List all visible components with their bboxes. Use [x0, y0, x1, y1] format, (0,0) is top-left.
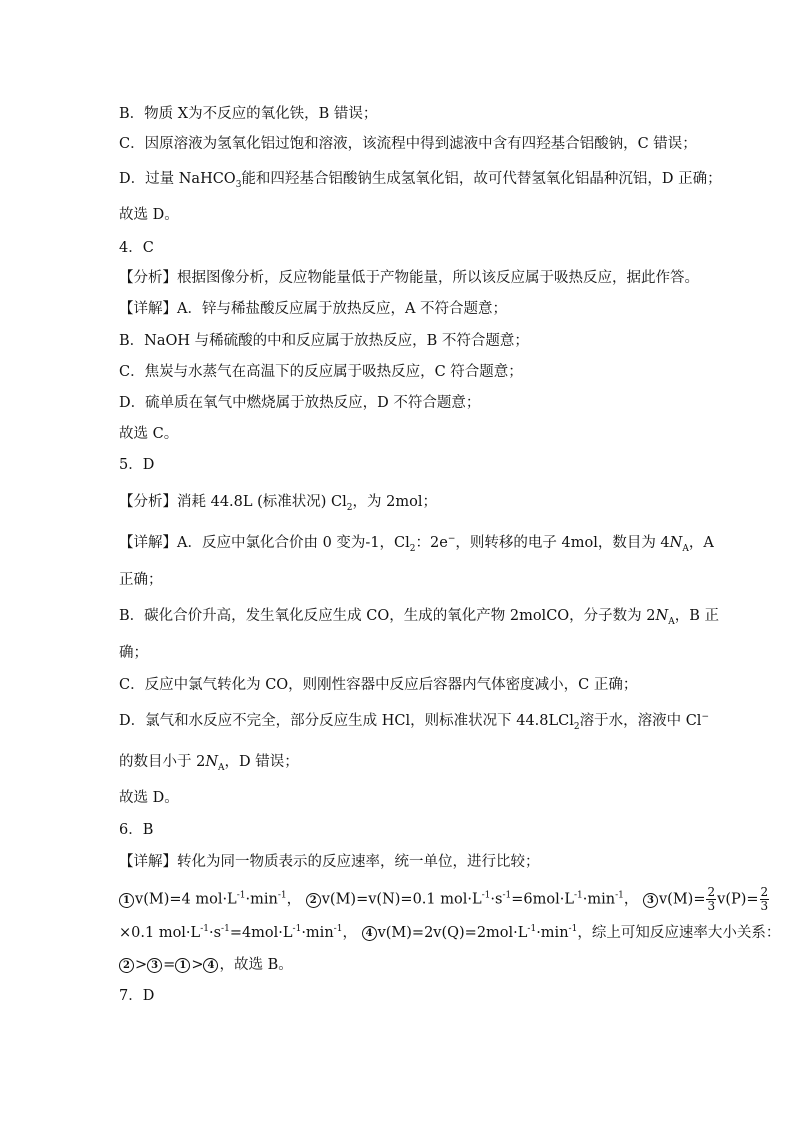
circled-number-4: 4 — [362, 926, 377, 941]
circled-number-1: 1 — [119, 893, 134, 908]
q4-option-c: C．焦炭与水蒸气在高温下的反应属于吸热反应，C 符合题意； — [119, 364, 523, 380]
q5-answer: 5．D — [119, 457, 155, 473]
q5-option-b: B．碳化合价升高，发生氧化反应生成 CO，生成的氧化产物 2molCO，分子数为 $2N_A$，B 正 — [119, 608, 719, 627]
circled-number-3: 3 — [147, 958, 162, 973]
q5-conclusion: 故选 D。 — [119, 790, 179, 806]
circled-number-3: 3 — [643, 893, 658, 908]
q6-rates-line: 1 v(M)=4 $mol\cdot L^{-1}\cdot\min^{-1}$， 2 v(M)=v(N)=0.1 $mol\cdot L^{-1}\cdot s^{-1}=6mol\cdot L^{-1}\cdot\min^{-1}$， 3 v(M)= $\frac{2}{3}$ v(P)= $\frac{2}{3}$ — [119, 886, 770, 913]
q4-option-d: D．硫单质在氧气中燃烧属于放热反应，D 不符合题意； — [119, 395, 481, 411]
q5-option-d-cont: 的数目小于 $2N_A$，D 错误； — [119, 754, 299, 773]
q4-option-b: B．NaOH 与稀硫酸的中和反应属于放热反应，B 不符合题意； — [119, 333, 529, 349]
fraction-two-thirds: $\frac{2}{3}$ — [707, 885, 716, 913]
q4-analysis: 【分析】根据图像分析，反应物能量低于产物能量，所以该反应属于吸热反应，据此作答。 — [119, 270, 699, 286]
q5-detail-a: 【详解】A．反应中氯化合价由 0 变为-1，$Cl_2$：2e−，则转移的电子 4mol，数目为 $4N_A$，A — [119, 534, 714, 554]
q6-answer: 6．B — [119, 822, 154, 838]
circled-number-4: 4 — [203, 958, 218, 973]
fraction-two-thirds: $\frac{2}{3}$ — [760, 885, 769, 913]
q5-option-b-cont: 确； — [119, 645, 148, 661]
q3-conclusion: 故选 D。 — [119, 207, 179, 223]
q5-detail-a-cont: 正确； — [119, 572, 163, 588]
circled-number-1: 1 — [175, 958, 190, 973]
q7-answer: 7．D — [119, 988, 155, 1004]
q6-relation: 2 > 3 = 1 > 4 ，故选 B。 — [119, 955, 293, 975]
q5-option-d: D．氯气和水反应不完全，部分反应生成 HCl，则标准状况下 44.8LCl$_2$溶于水，溶液中 Cl− — [119, 712, 709, 732]
q4-detail-a: 【详解】A．锌与稀盐酸反应属于放热反应，A 不符合题意； — [119, 301, 508, 317]
circled-number-2: 2 — [119, 958, 134, 973]
q3-option-c: C．因原溶液为氢氧化铝过饱和溶液，该流程中得到滤液中含有四羟基合铝酸钠，C 错误； — [119, 136, 697, 152]
q4-answer: 4．C — [119, 240, 154, 256]
q3-option-b: B．物质 X为不反应的氧化铁，B 错误； — [119, 106, 378, 122]
q3-option-d: D．过量 NaHCO$_3$能和四羟基合铝酸钠生成氢氧化铝，故可代替氢氧化铝晶种沉铝，D 正确； — [119, 171, 722, 190]
q4-conclusion: 故选 C。 — [119, 426, 179, 442]
q5-option-c: C．反应中氯气转化为 CO，则刚性容器中反应后容器内气体密度减小，C 正确； — [119, 677, 638, 693]
circled-number-2: 2 — [306, 893, 321, 908]
q6-detail: 【详解】转化为同一物质表示的反应速率，统一单位，进行比较； — [119, 854, 540, 870]
q6-rates-line-cont: ×0.1 $mol\cdot L^{-1}\cdot s^{-1}=4mol\cdot L^{-1}\cdot\min^{-1}$， 4 $v(M)=2v(Q)=2mol\cdot L^{-1}\cdot\min^{-1}$，综上可知反应速率大小关系： — [119, 924, 781, 941]
q5-analysis: 【分析】消耗 44.8L (标准状况) $Cl_2$，为 2mol； — [119, 494, 437, 513]
